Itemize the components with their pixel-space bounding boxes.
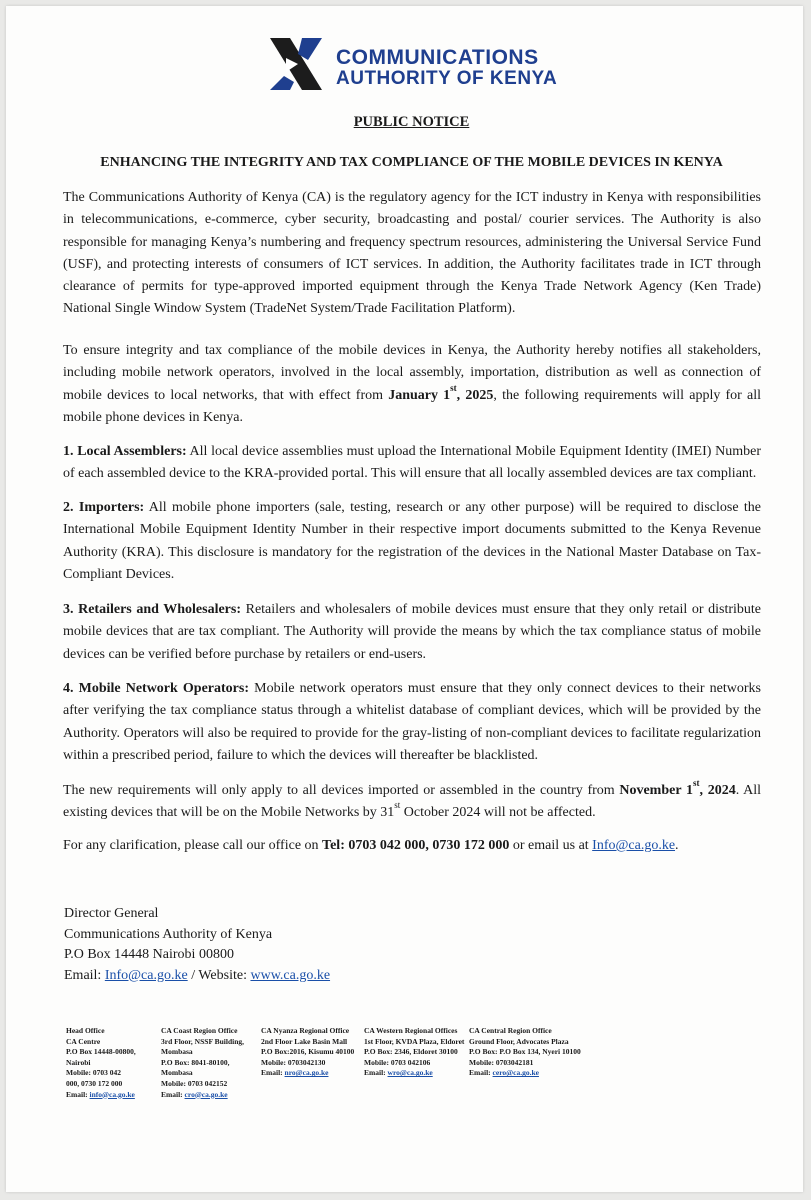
intro-paragraph: The Communications Authority of Kenya (CA) is the regulatory agency for the ICT industry in Kenya with responsibilities in telecommunications, e-commerce, cyber security, broadcasting and postal/ courier services. The Authority is also responsible for managing Kenya’s numbering and frequency spectrum resources, administering the Universal Service Fund (USF), and protecting interests of consumers of ICT services. In addition, the Authority facilitates trade in ICT through clearance of permits for type-approved imported equipment through the Kenya Trade Network Agency (Ken Trade) National Single Window System (TradeNet System/Trade Facilitation Platform). — [63, 190, 761, 317]
requirement-text: Mobile network operators must ensure that they only connect devices to their networks after verifying the tax compliance status through a whitelist database of compliant devices, which will be provided by the Authority. Operators will also be required to provide for the gray-listing of non-compliant devices to facilitate regularization within a prescribed period, failure to which the devices will thereafter be blacklisted. — [63, 681, 761, 763]
clarification-paragraph: For any clarification, please call our office on Tel: 0703 042 000, 0730 172 000 or email us at Info@ca.go.ke. — [63, 838, 679, 853]
public-notice-heading: PUBLIC NOTICE — [353, 114, 470, 130]
notice-text-end: , the following requirements will apply for all mobile phone devices in Kenya. — [63, 387, 762, 425]
contact-phone: Tel: 0703 042 000, 0730 172 000 — [322, 838, 510, 853]
notice-page — [6, 6, 803, 1192]
ca-logo-icon — [264, 32, 328, 96]
effective-date: January 1st, 2025 — [388, 382, 494, 403]
office-head: Head Office CA Centre P.O Box 14448-00800, Nairobi Mobile: 0703 042 000, 0730 172 000 Email: info@ca.go.ke — [66, 1026, 136, 1099]
signatory-contacts: Email: Info@ca.go.ke / Website: www.ca.go.ke — [64, 967, 331, 983]
office-western: CA Western Regional Offices 1st Floor, KVDA Plaza, Eldoret P.O Box: 2346, Eldoret 30100 Mobile: 0703 042106 Email: wro@ca.go.ke — [364, 1026, 465, 1078]
office-email-link[interactable]: nro@ca.go.ke — [284, 1068, 329, 1078]
notice-paragraph — [63, 340, 761, 429]
applicability-paragraph: The new requirements will only apply to all devices imported or assembled in the country from November 1st, 2024. All existing devices that will be on the Mobile Networks by 31st October 2024 will not be affected. — [63, 778, 762, 821]
signature-block — [64, 904, 330, 986]
logo-text-line1: COMMUNICATIONS — [336, 46, 539, 69]
requirement-retailers — [63, 599, 761, 666]
contact-email-link[interactable]: Info@ca.go.ke — [592, 838, 676, 853]
office-nyanza: CA Nyanza Regional Office 2nd Floor Lake Basin Mall P.O Box:2016, Kisumu 40100 Mobile: 0703042130 Email: nro@ca.go.ke — [261, 1026, 355, 1078]
requirement-mobile-operators — [63, 678, 761, 767]
requirement-heading: 2. Importers: — [63, 500, 145, 515]
office-coast: CA Coast Region Office 3rd Floor, NSSF Building, Mombasa P.O Box: 8041-80100, Mombasa Mobile: 0703 042152 Email: cro@ca.go.ke — [161, 1026, 245, 1099]
requirement-local-assemblers — [63, 441, 761, 486]
signature-email-link[interactable]: Info@ca.go.ke — [104, 967, 188, 983]
signatory-address: P.O Box 14448 Nairobi 00800 — [64, 947, 234, 962]
notice-text-start: To ensure integrity and tax compliance of the mobile devices in Kenya, the Authority hereby notifies all stakeholders, including mobile network operators, involved in the local assembly, importation, distribution as well as connection of mobile devices to local networks, that with effect from — [63, 343, 761, 403]
signatory-org: Communications Authority of Kenya — [64, 926, 273, 942]
notice-subject: ENHANCING THE INTEGRITY AND TAX COMPLIANCE OF THE MOBILE DEVICES IN KENYA — [100, 155, 723, 170]
website-link[interactable]: www.ca.go.ke — [250, 967, 331, 983]
office-central: CA Central Region Office Ground Floor, Advocates Plaza P.O Box: P.O Box 134, Nyeri 10100 Mobile: 0703042181 Email: cero@ca.go.ke — [469, 1026, 581, 1078]
requirement-heading: 4. Mobile Network Operators: — [63, 681, 250, 696]
office-email-link[interactable]: cero@ca.go.ke — [492, 1068, 539, 1078]
ca-logo — [264, 32, 564, 98]
requirement-importers — [63, 497, 761, 586]
office-email-link[interactable]: info@ca.go.ke — [89, 1089, 135, 1099]
requirement-heading: 3. Retailers and Wholesalers: — [63, 602, 242, 617]
signatory-title: Director General — [64, 906, 159, 921]
office-email-link[interactable]: wro@ca.go.ke — [387, 1068, 433, 1078]
requirement-text: All mobile phone importers (sale, testing, research or any other purpose) will be required to disclose the International Mobile Equipment Identity Number in their respective import documents submitted to the Kenya Revenue Authority (KRA). This disclosure is mandatory for the registration of the devices in the National Master Database on Tax-Compliant Devices. — [63, 500, 762, 582]
requirement-text: All local device assemblies must upload the International Mobile Equipment Identity (IMEI) Number of each assembled device to the KRA-provided portal. This will ensure that all locally assembled devices are tax compliant. — [63, 444, 761, 482]
office-email-link[interactable]: cro@ca.go.ke — [184, 1089, 228, 1099]
applicability-date: November 1st, 2024 — [619, 778, 736, 798]
requirement-heading: 1. Local Assemblers: — [63, 444, 187, 459]
logo-text-line2: AUTHORITY OF KENYA — [336, 68, 558, 89]
requirement-text: Retailers and wholesalers of mobile devices must ensure that they only retail or distribute mobile devices that are tax compliant. The Authority will provide the means by which the tax compliance status of mobile devices can be verified before purchase by retailers or end-users. — [63, 602, 761, 662]
